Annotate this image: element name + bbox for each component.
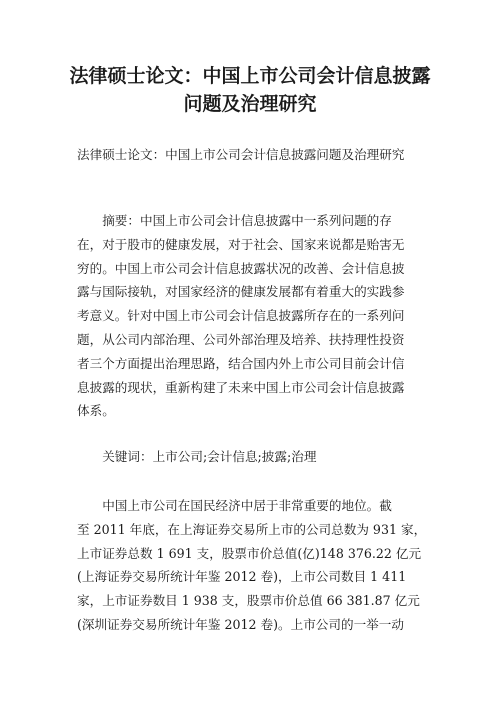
body-line: 至 2011 年底，在上海证券交易所上市的公司总数为 931 家， — [77, 521, 427, 537]
abstract-line: 在，对于股市的健康发展，对于社会、国家来说都是贻害无 — [77, 236, 405, 252]
title-line: 法律硕士论文：中国上市公司会计信息披露 — [69, 65, 431, 87]
abstract-line: 摘要：中国上市公司会计信息披露中一系列问题的存 — [77, 213, 392, 228]
abstract-line: 者三个方面提出治理思路，结合国内外上市公司目前会计信 — [77, 355, 405, 371]
body-line: (深圳证券交易所统计年鉴 2012 卷)。上市公司的一举一动 — [77, 616, 404, 632]
document-subtitle: 法律硕士论文：中国上市公司会计信息披露问题及治理研究 — [77, 147, 405, 162]
abstract-line: 考意义。针对中国上市公司会计信息披露所存在的一系列问 — [77, 308, 405, 324]
document-title — [40, 62, 460, 118]
title-line: 问题及治理研究 — [183, 93, 317, 115]
body-line: 上市证券总数 1 691 支，股票市价总值(亿)148 376.22 亿元 — [77, 545, 422, 561]
abstract-line: 体系。 — [77, 403, 115, 419]
body-line: 家，上市证券数目 1 938 支，股票市价总值 66 381.87 亿元 — [77, 593, 420, 609]
body-line: 中国上市公司在国民经济中居于非常重要的地位。截 — [77, 498, 392, 513]
body-paragraph — [77, 494, 427, 637]
abstract-line: 题，从公司内部治理、公司外部治理及培养、扶持理性投资 — [77, 331, 405, 347]
abstract-line: 息披露的现状，重新构建了未来中国上市公司会计信息披露 — [77, 379, 405, 395]
abstract-line: 穷的。中国上市公司会计信息披露状况的改善、会计信息披 — [77, 260, 405, 276]
keywords-paragraph — [77, 445, 427, 469]
abstract-line: 露与国际接轨，对国家经济的健康发展都有着重大的实践参 — [77, 284, 405, 300]
keywords-line: 关键词：上市公司;会计信息;披露;治理 — [77, 449, 317, 464]
abstract-paragraph — [77, 209, 427, 423]
body-line: (上海证券交易所统计年鉴 2012 卷)，上市公司数目 1 411 — [77, 569, 407, 585]
